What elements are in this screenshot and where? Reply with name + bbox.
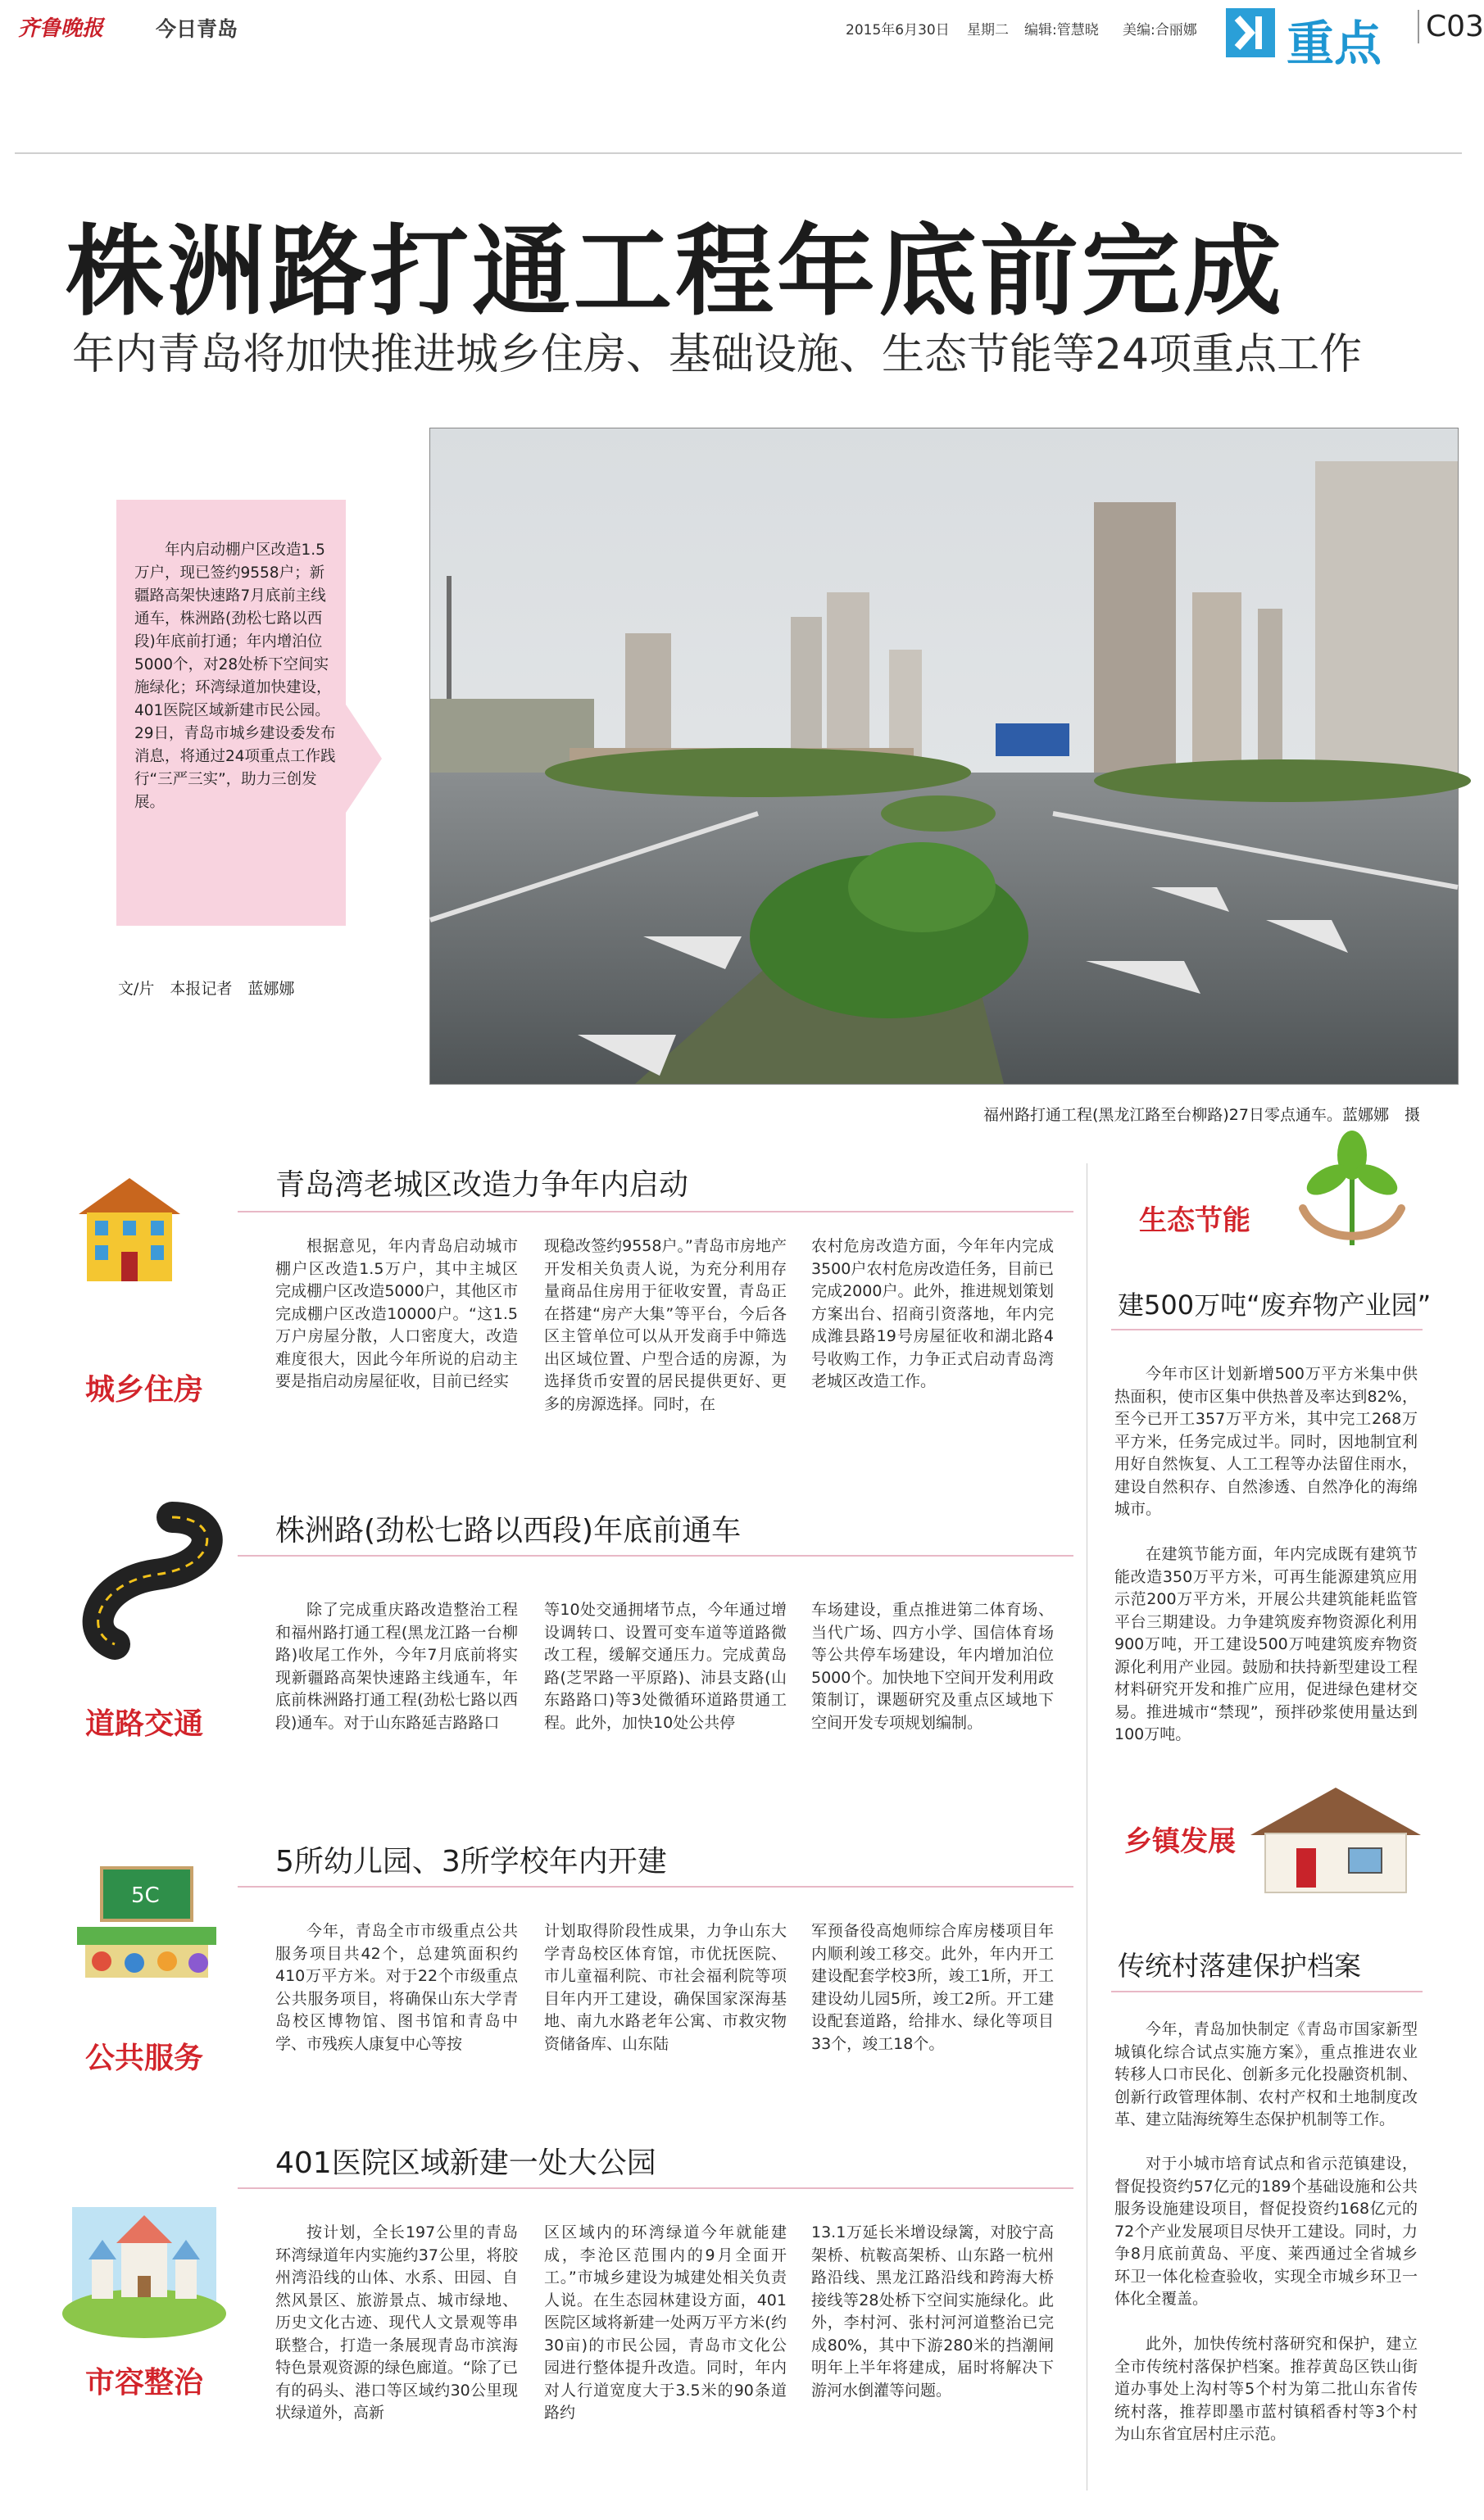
castle-icon <box>72 2207 216 2318</box>
section-name: 今日青岛 <box>156 17 238 41</box>
weekday: 星期二 <box>967 22 1009 39</box>
section-badge <box>1226 3 1413 71</box>
page-number: C03 <box>1418 10 1484 43</box>
byline: 文/片 本报记者 蓝娜娜 <box>118 980 295 998</box>
category-label: 乡镇发展 <box>1124 1825 1236 1858</box>
headline: 株洲路打通工程年底前完成 <box>66 215 1285 329</box>
section-title: 青岛湾老城区改造力争年内启动 <box>275 1168 689 1202</box>
sidebar-paragraph: 在建筑节能方面，年内完成既有建筑节能改造350万平方米，可再生能源建筑应用示范200万平方米，开展公共建筑能耗监管平台三期建设。力争建筑废弃物资源化利用900万吨，开工建设500万吨建筑废弃物资源化利用产业园。鼓励和扶持新型建设工程材料研究开发和推广应用，促进绿色建材交易。推进城市“禁现”，预拌砂浆使用量达到100万吨。 <box>1114 1545 1418 1743</box>
masthead: 齐鲁晚报 <box>18 16 104 41</box>
article-column: 13.1万延长米增设绿篱，对胶宁高架桥、杭鞍高架桥、山东路一杭州路沿线、黑龙江路沿线和跨海大桥接线等28处桥下空间实施绿化。此外，李村河、张村河河道整治已完成80%，其中下游280米的挡潮闸明年上半年将建成，届时将解决下游河水倒灌等问题。 <box>811 2223 1054 2400</box>
article-column: 军预备役高炮师综合库房楼项目年内顺利竣工移交。此外，年内开工建设配套学校3所，竣工1所，开工建设幼儿园5所，竣工2所。开工建设配套道路，给排水、绿化等项目33个，竣工18个。 <box>811 1922 1054 2053</box>
section-title: 5所幼儿园、3所学校年内开建 <box>275 1845 667 1879</box>
lead-pointer <box>346 705 382 813</box>
divider <box>15 152 1462 154</box>
lead-box <box>116 500 346 926</box>
arrow-badge-icon <box>1226 8 1275 57</box>
category-label: 公共服务 <box>85 2042 204 2075</box>
road-photo <box>429 428 1459 1085</box>
section-rule <box>1111 1991 1423 1992</box>
article-column: 区区域内的环湾绿道今年就能建成，李沧区范围内的9月全面开工。”市城乡建设为城建处相关负责人说。在生态园林建设方面，401医院区域将新建一处两万平方米(约30亩)的市民公园，青岛市文化公园进行整体提升改造。同时，年内对人行道宽度大于3.5米的90条道路约 <box>544 2223 787 2422</box>
category-label: 道路交通 <box>85 1707 204 1741</box>
article-column: 农村危房改造方面，今年年内完成3500户农村危房改造任务，目前已完成2000户。此外，推进规划策划方案出台、招商引资落地，年内完成潍县路19号房屋征收和湖北路4号收购工作，力争正式启动青岛湾老城区改造工作。 <box>811 1237 1054 1390</box>
editor: 编辑:管慧晓 <box>1024 22 1099 39</box>
sidebar-title: 建500万吨“废弃物产业园” <box>1118 1289 1432 1321</box>
article-column: 按计划，全长197公里的青岛环湾绿道年内实施约37公里，将胶州湾沿线的山体、水系、田园、自然风景区、旅游景点、城市绿地、历史文化古迹、现代人文景观等串联整合，打造一条展现青岛市滨海特色景观资源的绿色廊道。“除了已有的码头、港口等区域约30公里现状绿道外，高新 <box>275 2223 518 2422</box>
article-column: 计划取得阶段性成果，力争山东大学青岛校区体育馆，市优抚医院、市儿童福利院、市社会福利院等项目年内开工建设，确保国家深海基地、南九水路老年公寓、市救灾物资储备库、山东陆 <box>544 1922 787 2053</box>
classroom-icon <box>69 1865 225 1996</box>
sidebar-paragraph: 对于小城市培育试点和省示范镇建设，督促投资约57亿元的189个基础设施和公共服务设施建设项目，督促投资约168亿元的72个产业发展项目尽快开工建设。同时，力争8月底前黄岛、平度、莱西通过全省城乡环卫一体化检查验收，实现全市城乡环卫一体化全覆盖。 <box>1114 2155 1418 2308</box>
badge-text: 重点 <box>1287 16 1382 71</box>
section-rule <box>238 1886 1073 1888</box>
category-label: 生态节能 <box>1139 1204 1250 1237</box>
article-column: 今年，青岛全市市级重点公共服务项目共42个，总建筑面积约410万平方米。对于22个市级重点公共服务项目，将确保山东大学青岛校区博物馆、图书馆和青岛中学、市残疾人康复中心等按 <box>275 1922 518 2053</box>
subheadline: 年内青岛将加快推进城乡住房、基础设施、生态节能等24项重点工作 <box>72 330 1363 379</box>
sidebar-paragraph: 今年市区计划新增500万平方米集中供热面积，使市区集中供热普及率达到82%，至今已开工357万平方米，其中完工268万平方米，任务完成过半。同时，因地制宜利用好自然恢复、人工工程等办法留住雨水，建设自然积存、自然渗透、自然净化的海绵城市。 <box>1114 1365 1418 1518</box>
article-column: 根据意见，年内青岛启动城市棚户区改造1.5万户，其中主城区完成棚户区改造5000户，其他区市完成棚户区改造10000户。“这1.5万户房屋分散，人口密度大，改造难度很大，因此今年所说的启动主要是指启动房屋征收，目前已经实 <box>275 1237 518 1390</box>
section-title: 401医院区域新建一处大公园 <box>275 2146 656 2180</box>
section-title: 株洲路(劲松七路以西段)年底前通车 <box>275 1514 742 1548</box>
section-rule <box>1111 1329 1423 1330</box>
section-rule <box>238 1211 1073 1212</box>
section-rule <box>238 2187 1073 2189</box>
sidebar-title: 传统村落建保护档案 <box>1118 1950 1361 1982</box>
lead-text: 年内启动棚户区改造1.5万户，现已签约9558户；新疆路高架快速路7月底前主线通车，株洲路(劲松七路以西段)年底前打通；年内增泊位5000个，对28处桥下空间实施绿化；环湾绿道加快建设，401医院区域新建市民公园。29日，青岛市城乡建设委发布消息，将通过24项重点工作践行“三严三实”，助力三创发展。 <box>134 542 336 811</box>
category-label: 市容整治 <box>85 2366 204 2400</box>
category-label: 城乡住房 <box>85 1373 204 1407</box>
article-column: 等10处交通拥堵节点，今年通过增设调转口、设置可变车道等道路微改工程，缓解交通压力。完成黄岛路(芝罘路一平原路)、沛县支路(山东路路口)等3处微循环道路贯通工程。此外，加快10处公共停 <box>544 1601 787 1732</box>
svg-text:5C: 5C <box>131 1883 160 1908</box>
plant-icon <box>1287 1131 1418 1253</box>
sidebar-paragraph: 此外，加快传统村落研究和保护，建立全市传统村落保护档案。推荐黄岛区铁山街道办事处上沟村等5个村为第二批山东省传统村落，推荐即墨市蓝村镇稻香村等3个村为山东省宜居村庄示范。 <box>1114 2335 1418 2443</box>
cottage-icon <box>1250 1786 1421 1894</box>
date: 2015年6月30日 <box>846 22 950 39</box>
article-column: 现稳改签约9558户。”青岛市房地产开发相关负责人说，为充分利用存量商品住房用于征收安置，青岛正在搭建“房产大集”等平台，今后各区主管单位可以从开发商手中筛选出区域位置、户型合适的房源，为选择货币安置的居民提供更好、更多的房源选择。同时，在 <box>544 1237 787 1413</box>
article-column: 车场建设，重点推进第二体育场、当代广场、四方小学、国信体育场等公共停车场建设，年内增加泊位5000个。加快地下空间开发利用政策制订，课题研究及重点区域地下空间开发专项规划编制。 <box>811 1601 1054 1732</box>
designer: 美编:合丽娜 <box>1123 22 1197 39</box>
section-rule <box>238 1555 1073 1557</box>
sidebar-paragraph: 今年，青岛加快制定《青岛市国家新型城镇化综合试点实施方案》，重点推进农业转移人口市民化、创新多元化投融资机制、创新行政管理体制、农村产权和土地制度改革、建立陆海统筹生态保护机制等工作。 <box>1114 2020 1418 2128</box>
article-column: 除了完成重庆路改造整治工程和福州路打通工程(黑龙江路一台柳路)收尾工作外，今年7月底前将实现新疆路高架快速路主线通车，年底前株洲路打通工程(劲松七路以西段)通车。对于山东路延吉路路口 <box>275 1601 518 1732</box>
road-icon <box>66 1509 221 1648</box>
photo-caption: 福州路打通工程(黑龙江路至台柳路)27日零点通车。蓝娜娜 摄 <box>983 1106 1420 1124</box>
house-icon <box>72 1173 187 1288</box>
